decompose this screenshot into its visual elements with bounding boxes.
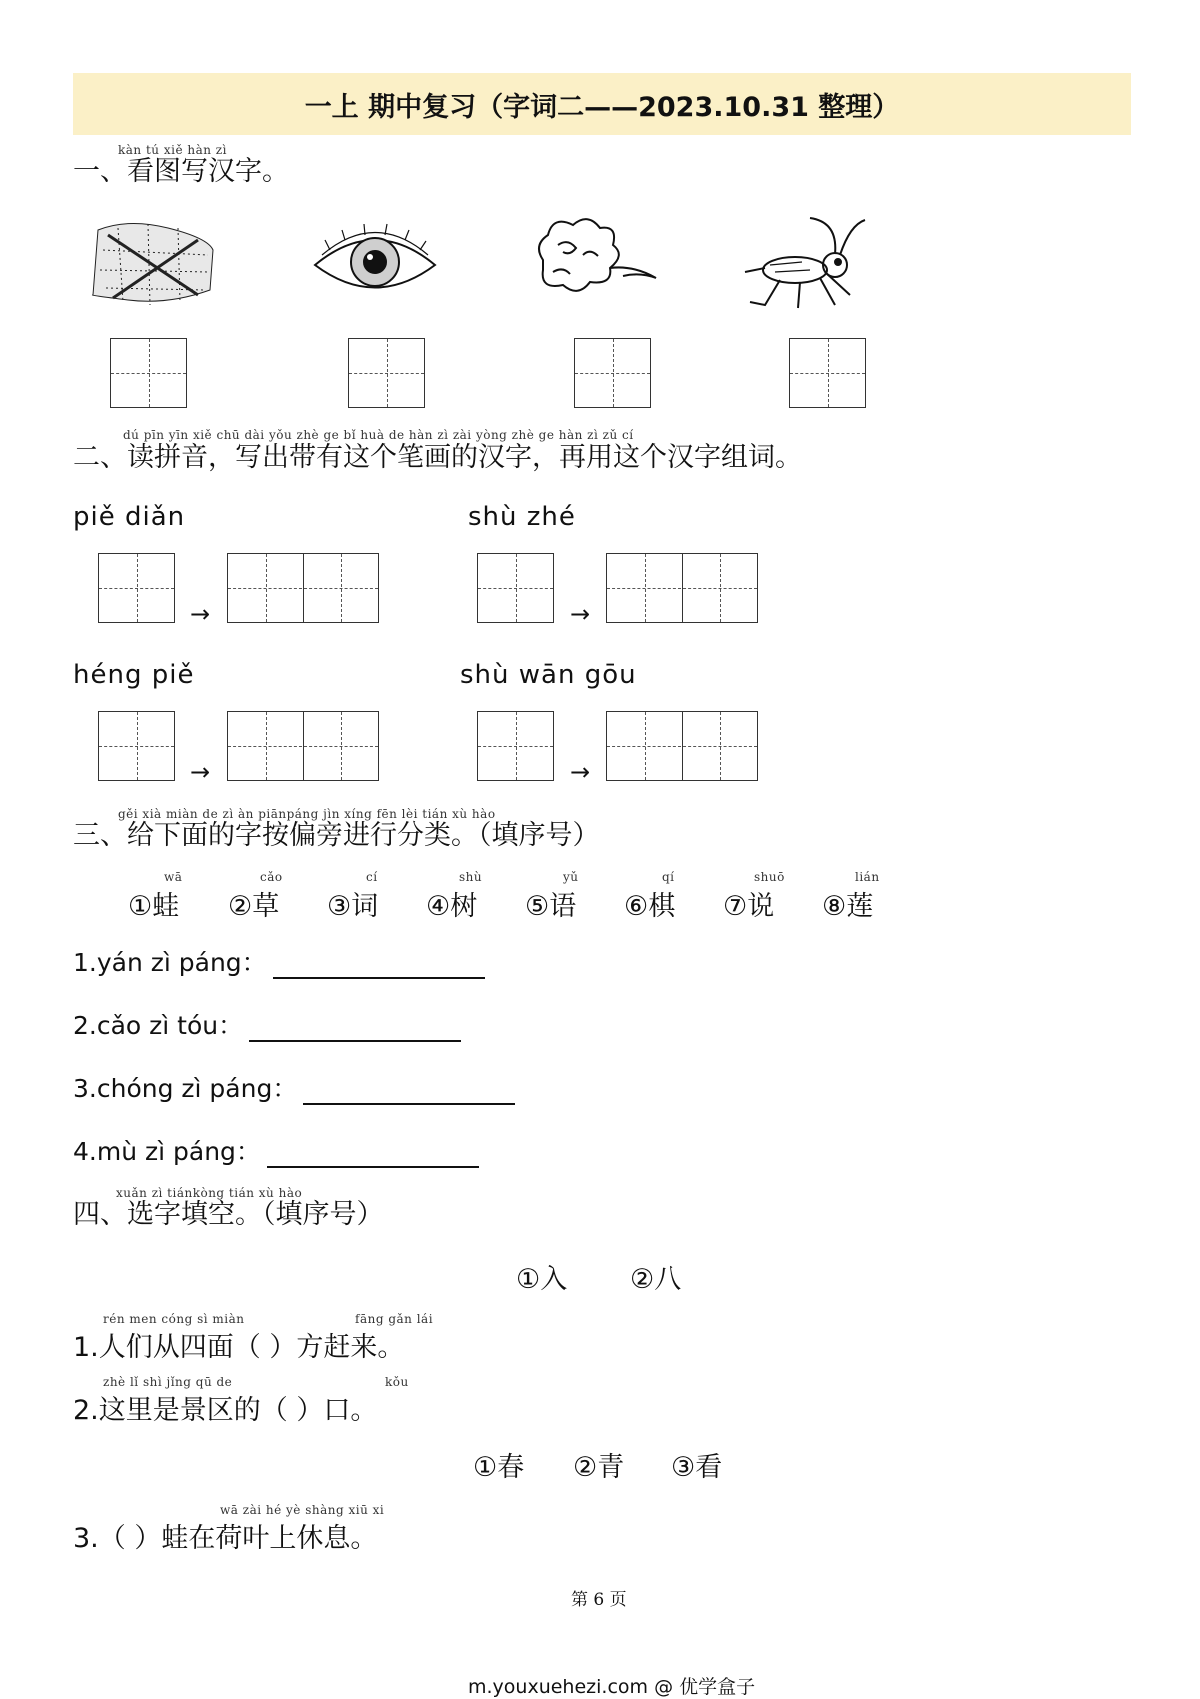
q3-pinyin: wā zài hé yè shàng xiū xi xyxy=(220,1503,385,1517)
page-number: 第 6 页 xyxy=(571,1590,627,1610)
arrow-icon: → xyxy=(570,600,591,628)
fill-question xyxy=(73,1325,404,1364)
q2-pinyin: zhè lǐ shì jǐng qū de xyxy=(103,1375,233,1389)
question-label: 3.chóng zì páng： xyxy=(73,1074,298,1103)
cloud-picture xyxy=(528,210,658,320)
page-title-banner xyxy=(73,73,1131,135)
answer-blank[interactable] xyxy=(267,1142,479,1168)
word-box[interactable] xyxy=(227,553,379,623)
page-title: 一上 期中复习（字词二——2023.10.31 整理） xyxy=(304,91,900,123)
word-box[interactable] xyxy=(606,553,758,623)
arrow-icon: → xyxy=(570,758,591,786)
section3-title: 三、给下面的字按偏旁进行分类。（填序号） xyxy=(73,820,600,851)
option-pinyin: yǔ xyxy=(563,870,579,884)
option-pinyin: qí xyxy=(662,870,675,884)
choice-option: ②八 xyxy=(630,1264,682,1295)
option-char: ⑤语 xyxy=(525,891,577,922)
option-pinyin: shù xyxy=(459,870,483,884)
field-picture xyxy=(88,210,218,320)
fill-question xyxy=(73,1388,377,1427)
classify-question xyxy=(73,1069,515,1105)
q1-pinyin: rén men cóng sì miàn xyxy=(103,1312,245,1326)
option-pinyin: cǎo xyxy=(260,870,283,884)
stroke-label: shù wān gōu xyxy=(460,660,637,690)
choice-option: ①入 xyxy=(516,1264,568,1295)
classify-question xyxy=(73,943,485,979)
classify-question xyxy=(73,1132,479,1168)
answer-blank[interactable] xyxy=(273,953,485,979)
answer-blank[interactable] xyxy=(303,1079,515,1105)
stroke-char-box[interactable] xyxy=(98,711,175,781)
answer-paren[interactable]: （ ） xyxy=(98,1523,162,1554)
insect-picture xyxy=(740,210,870,320)
choice-option: ③看 xyxy=(671,1452,723,1483)
stroke-char-box[interactable] xyxy=(98,553,175,623)
q1-pinyin: fāng gǎn lái xyxy=(355,1312,434,1326)
question-text: 1.人们从四面 xyxy=(73,1332,234,1363)
question-text: 口。 xyxy=(323,1395,378,1426)
answer-box[interactable] xyxy=(574,338,651,408)
arrow-icon: → xyxy=(190,758,211,786)
question-text: 蛙在荷叶上休息。 xyxy=(161,1523,378,1554)
question-label: 1.yán zì páng： xyxy=(73,948,267,977)
site-footer[interactable]: m.youxuehezi.com @ 优学盒子 xyxy=(468,1676,756,1698)
answer-paren[interactable]: （ ） xyxy=(260,1395,324,1426)
choice-option: ②青 xyxy=(573,1452,625,1483)
stroke-label: piě diǎn xyxy=(73,502,186,532)
q2-pinyin: kǒu xyxy=(385,1375,409,1389)
eye-picture xyxy=(310,210,440,320)
answer-box[interactable] xyxy=(789,338,866,408)
option-char: ②草 xyxy=(228,891,280,922)
stroke-label: héng piě xyxy=(73,660,195,690)
section1-pinyin: kàn tú xiě hàn zì xyxy=(118,143,227,157)
arrow-icon: → xyxy=(190,600,211,628)
option-char: ③词 xyxy=(327,891,379,922)
question-label: 2.cǎo zì tóu： xyxy=(73,1011,244,1040)
section2-title: 二、读拼音，写出带有这个笔画的汉字，再用这个汉字组词。 xyxy=(73,442,802,473)
option-pinyin: lián xyxy=(855,870,880,884)
question-text: 3. xyxy=(73,1523,99,1554)
stroke-label: shù zhé xyxy=(468,502,576,532)
question-text: 方赶来。 xyxy=(296,1332,405,1363)
answer-blank[interactable] xyxy=(249,1016,461,1042)
section3-pinyin: gěi xià miàn de zì àn piānpáng jìn xíng fēn lèi tián xù hào xyxy=(118,807,496,821)
answer-box[interactable] xyxy=(348,338,425,408)
fill-question xyxy=(73,1516,377,1555)
option-char: ⑥棋 xyxy=(624,891,676,922)
section1-title: 一、看图写汉字。 xyxy=(73,156,289,187)
stroke-char-box[interactable] xyxy=(477,711,554,781)
option-char: ⑦说 xyxy=(723,891,775,922)
stroke-char-box[interactable] xyxy=(477,553,554,623)
word-box[interactable] xyxy=(606,711,758,781)
section4-title: 四、选字填空。（填序号） xyxy=(73,1199,384,1230)
option-char: ④树 xyxy=(426,891,478,922)
option-pinyin: cí xyxy=(366,870,378,884)
option-char: ⑧莲 xyxy=(822,891,874,922)
section2-pinyin: dú pīn yīn xiě chū dài yǒu zhè ge bǐ huà de hàn zì zài yòng zhè ge hàn zì zǔ cí xyxy=(123,428,634,442)
answer-box[interactable] xyxy=(110,338,187,408)
answer-paren[interactable]: （ ） xyxy=(233,1332,297,1363)
question-text: 2.这里是景区的 xyxy=(73,1395,261,1426)
question-label: 4.mù zì páng： xyxy=(73,1137,261,1166)
option-char: ①蛙 xyxy=(128,891,180,922)
word-box[interactable] xyxy=(227,711,379,781)
section4-pinyin: xuǎn zì tiánkòng tián xù hào xyxy=(116,1186,303,1200)
choice-option: ①春 xyxy=(473,1452,525,1483)
classify-question xyxy=(73,1006,461,1042)
option-pinyin: shuō xyxy=(754,870,785,884)
option-pinyin: wā xyxy=(164,870,183,884)
